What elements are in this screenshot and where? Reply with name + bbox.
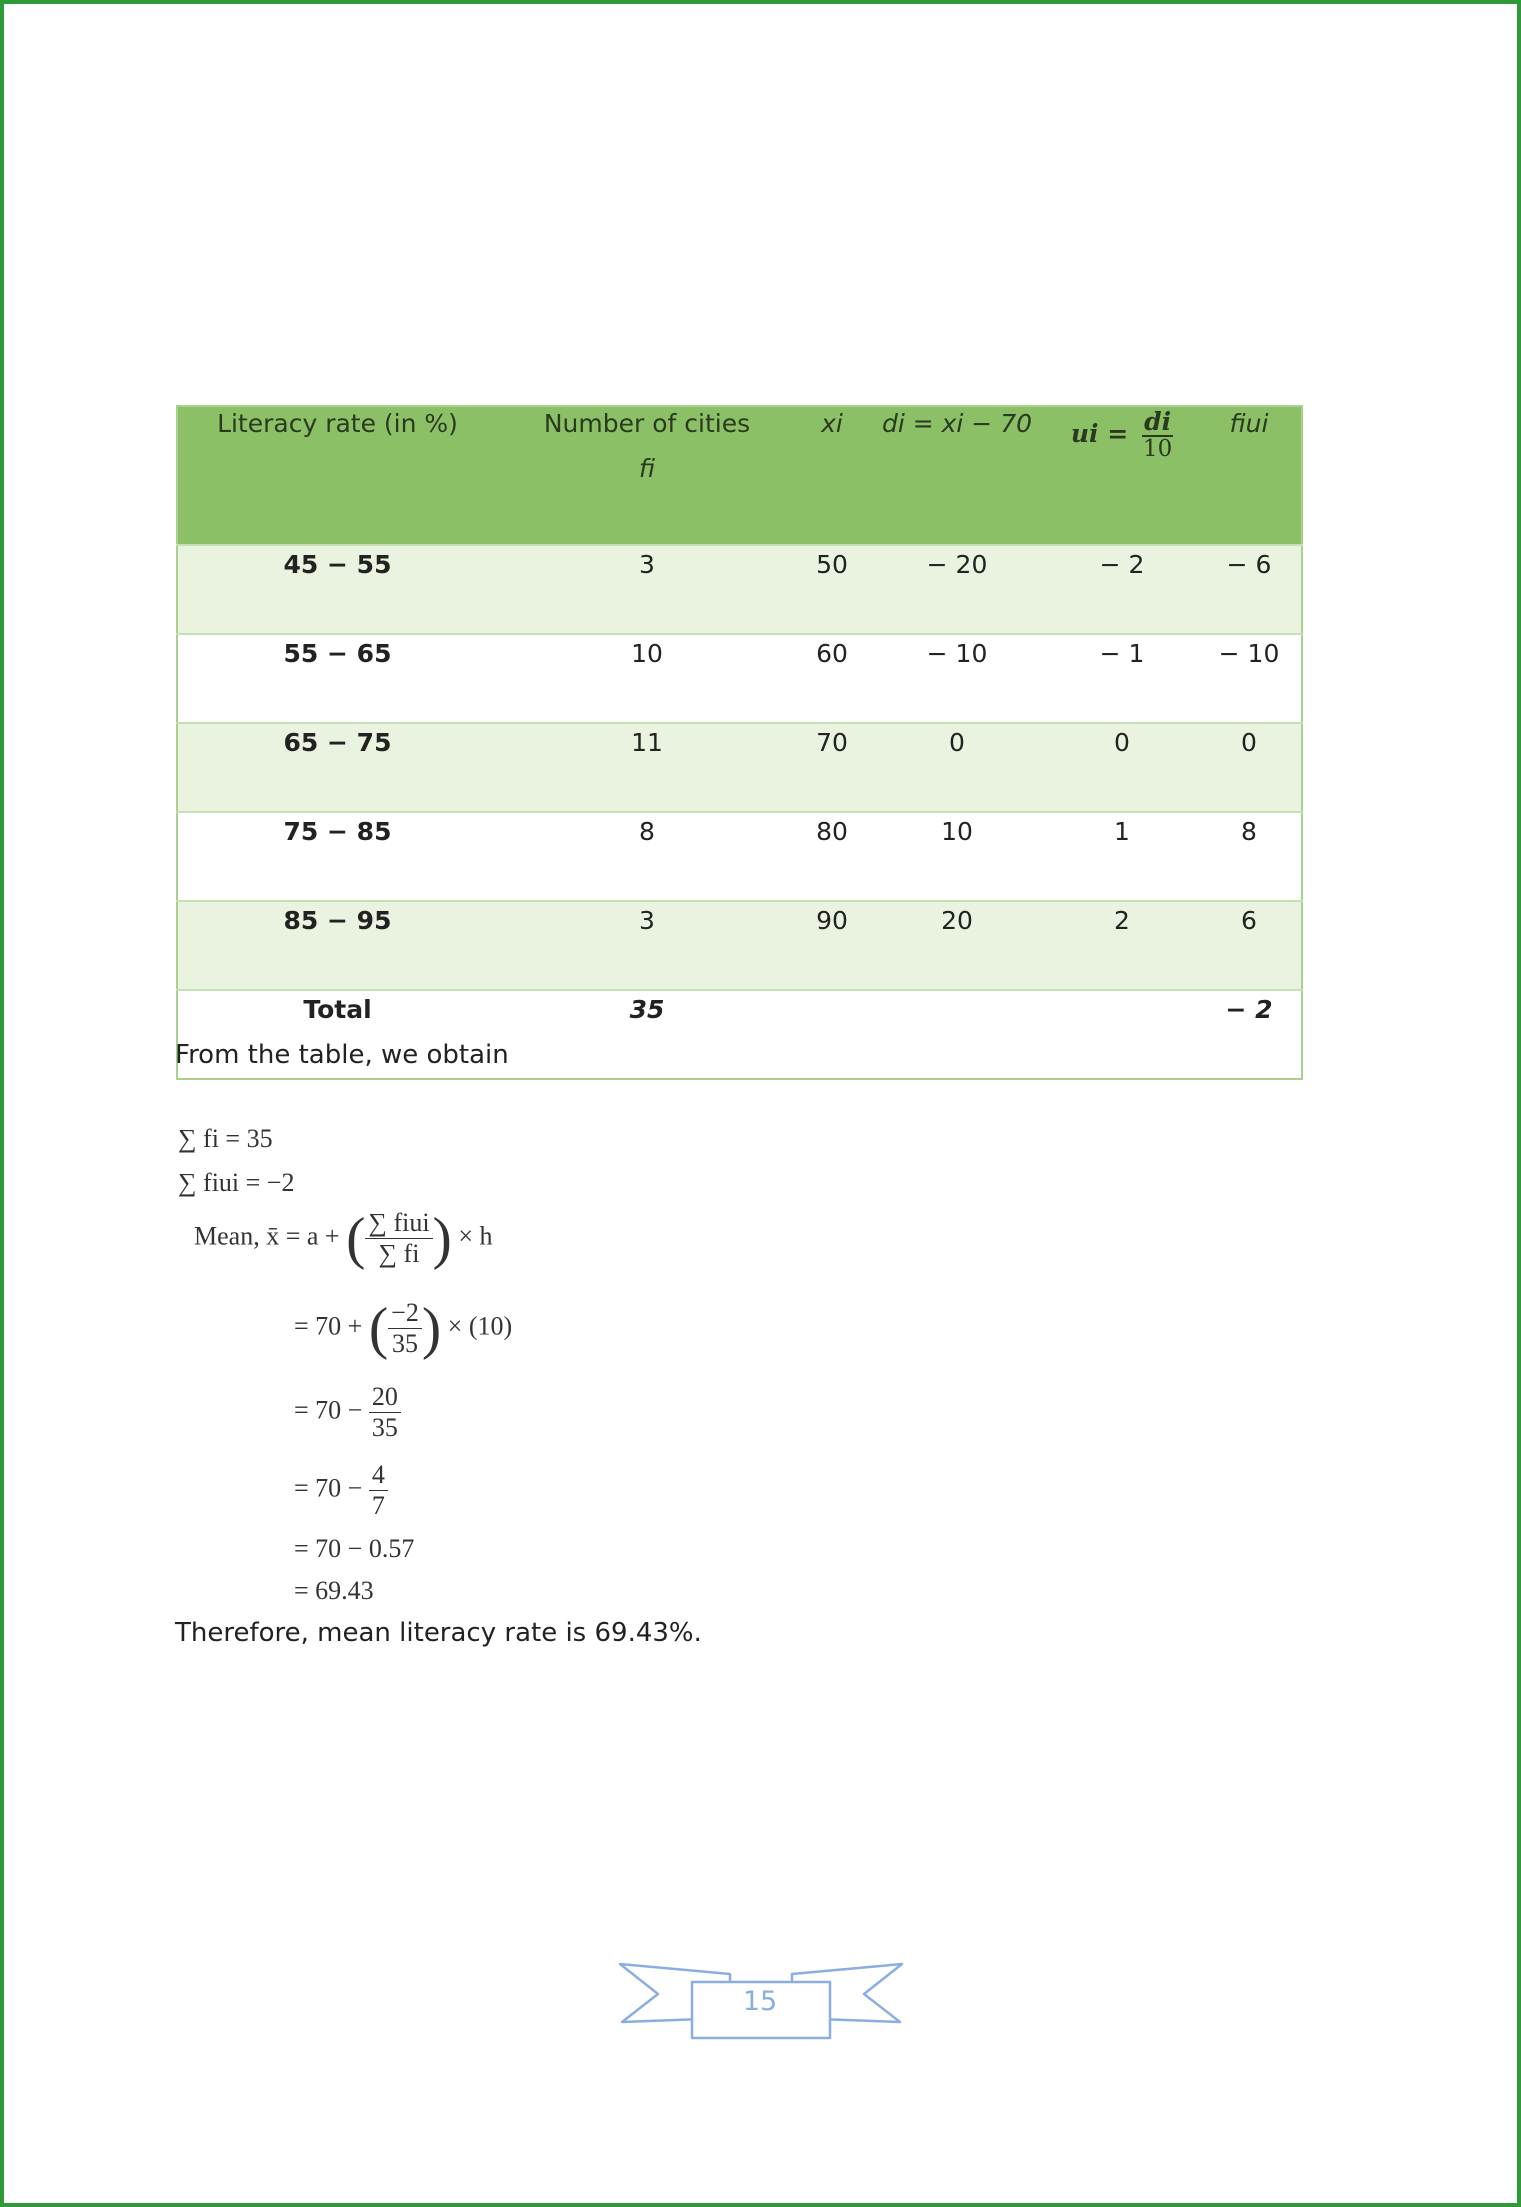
midpoint-cell: 70 xyxy=(797,723,867,812)
mean-formula: Mean, x̄ = a + ( ∑ fiui ∑ fi ) × h xyxy=(194,1205,493,1271)
total-fiui: − 2 xyxy=(1197,990,1302,1079)
step-deviation-cell: − 2 xyxy=(1047,545,1197,634)
class-interval: 65 − 75 xyxy=(177,723,497,812)
deviation-cell: 0 xyxy=(867,723,1047,812)
ui-fraction: $\frac{di}{10}$ xyxy=(1142,407,1173,463)
empty-cell xyxy=(1047,990,1197,1079)
frequency-cell: 3 xyxy=(497,545,797,634)
fiui-cell: 0 xyxy=(1197,723,1302,812)
fiui-cell: 6 xyxy=(1197,901,1302,990)
class-interval: 45 − 55 xyxy=(177,545,497,634)
step-1: = 70 + ( $\frac{-2}{35}$ ) × (10) xyxy=(294,1295,513,1361)
header-xi: xi xyxy=(797,406,867,545)
intro-text: From the table, we obtain xyxy=(175,1040,509,1070)
empty-cell xyxy=(867,990,1047,1079)
step-2: = 70 − $\frac{20}{35}$ xyxy=(294,1382,401,1443)
class-interval: 75 − 85 xyxy=(177,812,497,901)
deviation-cell: 20 xyxy=(867,901,1047,990)
step-3: = 70 − $\frac{4}{7}$ xyxy=(294,1460,388,1521)
deviation-cell: − 10 xyxy=(867,634,1047,723)
frequency-cell: 3 xyxy=(497,901,797,990)
frequency-cell: 8 xyxy=(497,812,797,901)
total-label: Total xyxy=(177,990,497,1079)
fiui-cell: 8 xyxy=(1197,812,1302,901)
sum-f-equation: ∑ fi = 35 xyxy=(178,1124,273,1153)
deviation-cell: − 20 xyxy=(867,545,1047,634)
table-row xyxy=(177,634,1302,723)
step-deviation-cell: 1 xyxy=(1047,812,1197,901)
fiui-cell: − 6 xyxy=(1197,545,1302,634)
step-deviation-cell: 0 xyxy=(1047,723,1197,812)
midpoint-cell: 60 xyxy=(797,634,867,723)
table-row xyxy=(177,901,1302,990)
midpoint-cell: 80 xyxy=(797,812,867,901)
mean-label: Mean, x̄ = a + xyxy=(194,1221,340,1251)
class-interval: 85 − 95 xyxy=(177,901,497,990)
class-interval: 55 − 65 xyxy=(177,634,497,723)
literacy-table xyxy=(176,405,1303,1080)
table-row xyxy=(177,812,1302,901)
total-frequency: 35 xyxy=(497,990,797,1079)
frequency-cell: 11 xyxy=(497,723,797,812)
empty-cell xyxy=(797,990,867,1079)
midpoint-cell: 50 xyxy=(797,545,867,634)
step-5: = 69.43 xyxy=(294,1576,374,1605)
header-cities-symbol: fi xyxy=(638,454,656,483)
page-number: 15 xyxy=(742,1986,778,2017)
frequency-cell: 10 xyxy=(497,634,797,723)
header-literacy: Literacy rate (in %) xyxy=(177,406,497,545)
conclusion-text: Therefore, mean literacy rate is 69.43%. xyxy=(175,1618,702,1648)
midpoint-cell: 90 xyxy=(797,901,867,990)
deviation-cell: 10 xyxy=(867,812,1047,901)
header-fiui: fiui xyxy=(1197,406,1302,545)
step-deviation-cell: 2 xyxy=(1047,901,1197,990)
table-row xyxy=(177,723,1302,812)
header-ui: ui = $\frac{di}{10}$ xyxy=(1047,406,1197,545)
table-row xyxy=(177,545,1302,634)
step-deviation-cell: − 1 xyxy=(1047,634,1197,723)
header-di: di = xi − 70 xyxy=(867,406,1047,545)
header-cities: Number of cities fi xyxy=(497,406,797,545)
fiui-cell: − 10 xyxy=(1197,634,1302,723)
sum-fu-equation: ∑ fiui = −2 xyxy=(178,1168,295,1197)
table-header-row xyxy=(177,406,1302,545)
step-4: = 70 − 0.57 xyxy=(294,1534,415,1563)
